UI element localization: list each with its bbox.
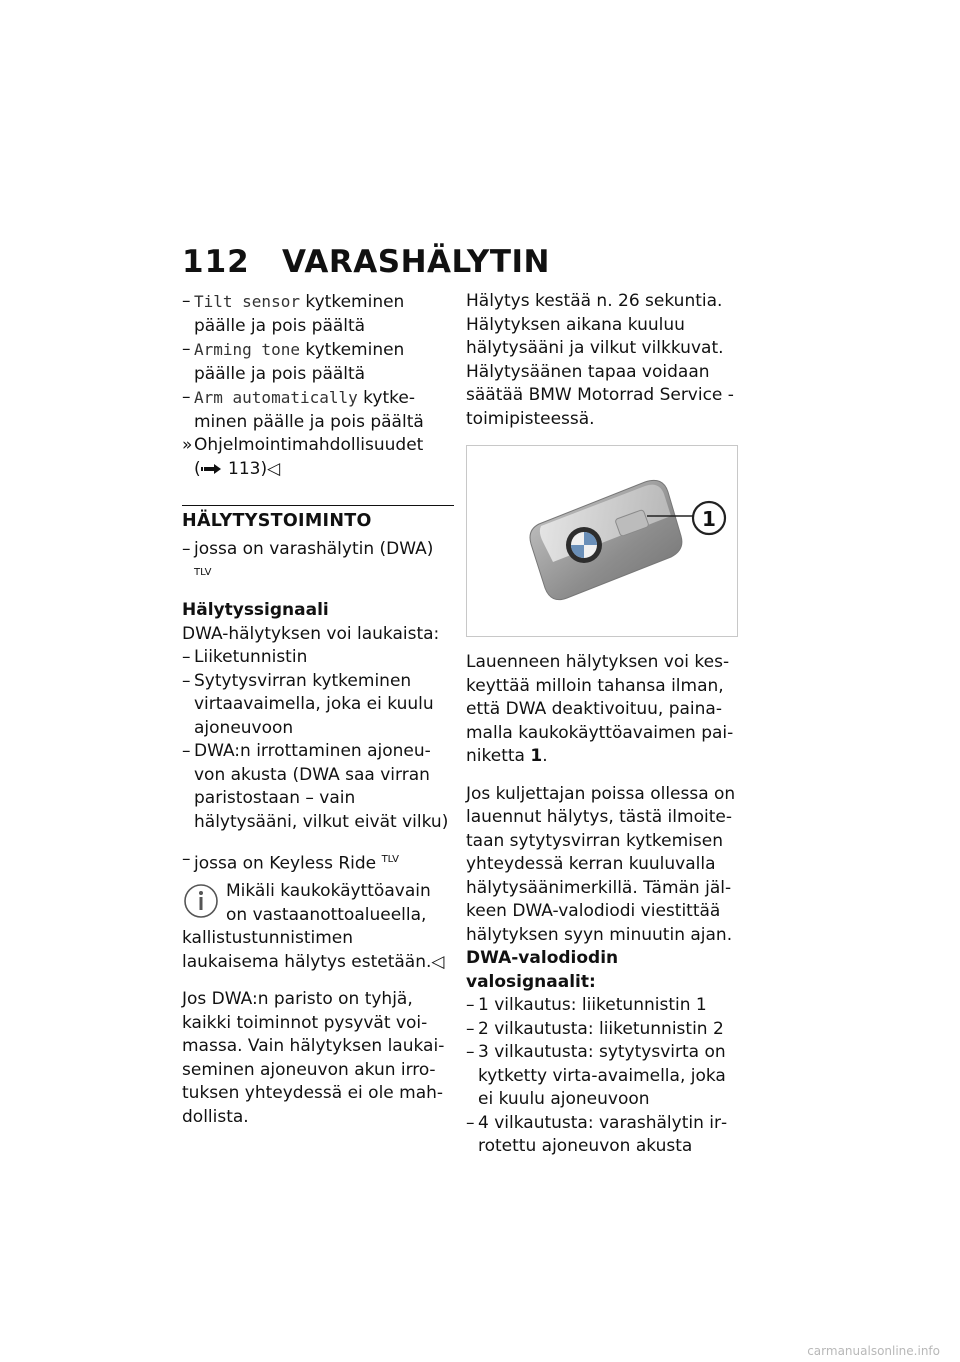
list-item: – Tilt sensor kytkeminen päälle ja pois päältä (182, 291, 405, 336)
tlv-badge: TLV (381, 854, 399, 866)
condition-text: jossa on varashälytin (DWA) (194, 538, 434, 559)
page-title: VARASHÄLYTIN (282, 244, 551, 280)
watermark: carmanualsonline.info (807, 1344, 940, 1358)
list-item: – Liiketunnistin (182, 647, 308, 668)
equipment-condition: – jossa on varashälytin (DWA) $^{TLV}$ (182, 538, 434, 578)
menu-text: kytkeminen päälle ja pois päältä (194, 388, 424, 432)
paragraph: Lauenneen hälytyksen voi keskeyttää milloin tahansa ilman, että DWA deaktivoituu, painamalla kaukokäyttöavaimen painiketta 1. (466, 652, 734, 766)
note-text: Mikäli kaukokäyttöavain on vastaanottoalueella, (226, 881, 431, 925)
equipment-condition: – jossa on Keyless Ride $^{TLV}$ (182, 849, 399, 874)
condition-text: jossa on Keyless Ride (194, 853, 377, 874)
list-item: – Arming tone kytkeminen päälle ja pois päältä (182, 339, 405, 384)
subsection-title: Hälytyssignaali (182, 600, 329, 621)
cross-reference: » Ohjelmointimahdollisuudet ( 113)◁ (182, 435, 424, 479)
list-item: – 3 vilkautusta: sytytysvirta on kytketty virta-avaimella, joka ei kuulu ajoneuvoon (466, 1042, 726, 1109)
key-fob-figure (466, 445, 738, 637)
paragraph: Jos DWA:n paristo on tyhjä, kaikki toiminnot pysyvät voimassa. Vain hälytyksen laukaiseminen ajoneuvon akun irrotuksen yhteydessä ei ole mahdollista. (182, 989, 445, 1127)
reference-text: Ohjelmointimahdollisuudet (194, 435, 424, 455)
note-text-cont: kallistustunnistimen laukaisema hälytys estetään. (182, 928, 432, 972)
section-title: HÄLYTYSTOIMINTO (182, 505, 454, 534)
list-item: – Sytytysvirran kytkeminen virtaavaimella, joka ei kuulu ajoneuvoon (182, 670, 434, 738)
subsection-title: DWA-valodiodin valosignaalit: (466, 948, 619, 992)
list-item: – 1 vilkautus: liiketunnistin 1 (466, 995, 707, 1015)
menu-code: Arm automatically (194, 388, 358, 407)
reference-page: 113 (228, 458, 261, 479)
menu-text: kytkeminen päälle ja pois päältä (194, 340, 405, 384)
paragraph: DWA-hälytyksen voi laukaista: (182, 623, 440, 644)
tlv-badge: TLV (194, 567, 212, 578)
end-mark-icon: ◁ (431, 951, 445, 972)
menu-code: Arming tone (194, 340, 300, 359)
paragraph: Hälytys kestää n. 26 sekuntia. Hälytyksen aikana kuuluu hälytysääni ja vilkut vilkkuvat. Hälytysäänen tapaa voidaan säätää BMW Motorrad Service -toimipisteessä. (466, 291, 734, 429)
figure-callout: 1 (702, 507, 716, 531)
paragraph: Jos kuljettajan poissa ollessa on lauennut hälytys, tästä ilmoitetaan sytytysvirran kytkemisen yhteydessä kerran kuuluvalla hälytysäänimerkillä. Tämän jälkeen DWA-valodiodi viestittää hälytyksen syyn minuutin ajan. (466, 783, 736, 945)
list-item: – 2 vilkautusta: liiketunnistin 2 (466, 1018, 724, 1039)
page-number: 112 (182, 244, 250, 280)
right-column (466, 290, 741, 1159)
paragraph-text: Lauenneen hälytyksen voi keskeyttää milloin tahansa ilman, että DWA deaktivoituu, painamalla kaukokäyttöavaimen painiketta (466, 652, 734, 766)
key-fob-illustration (467, 446, 737, 636)
page-reference-arrow-icon (201, 463, 223, 475)
list-item: – Arm automatically kytkeminen päälle ja pois päältä (182, 387, 424, 432)
list-item: – DWA:n irrottaminen ajoneuvon akusta (DWA saa virran paristostaan – vain hälytysääni, vilkut eivät vilku) (182, 741, 449, 832)
menu-code: Tilt sensor (194, 292, 300, 311)
end-mark-icon: ◁ (267, 458, 281, 479)
info-icon (182, 882, 220, 920)
menu-text: kytkeminen päälle ja pois päältä (194, 292, 405, 336)
list-item: – 4 vilkautusta: varashälytin irrotettu ajoneuvon akusta (466, 1112, 728, 1156)
left-column (182, 290, 454, 1129)
reference-marker: » (182, 435, 193, 455)
info-note (182, 880, 454, 974)
button-reference: 1 (530, 746, 543, 766)
